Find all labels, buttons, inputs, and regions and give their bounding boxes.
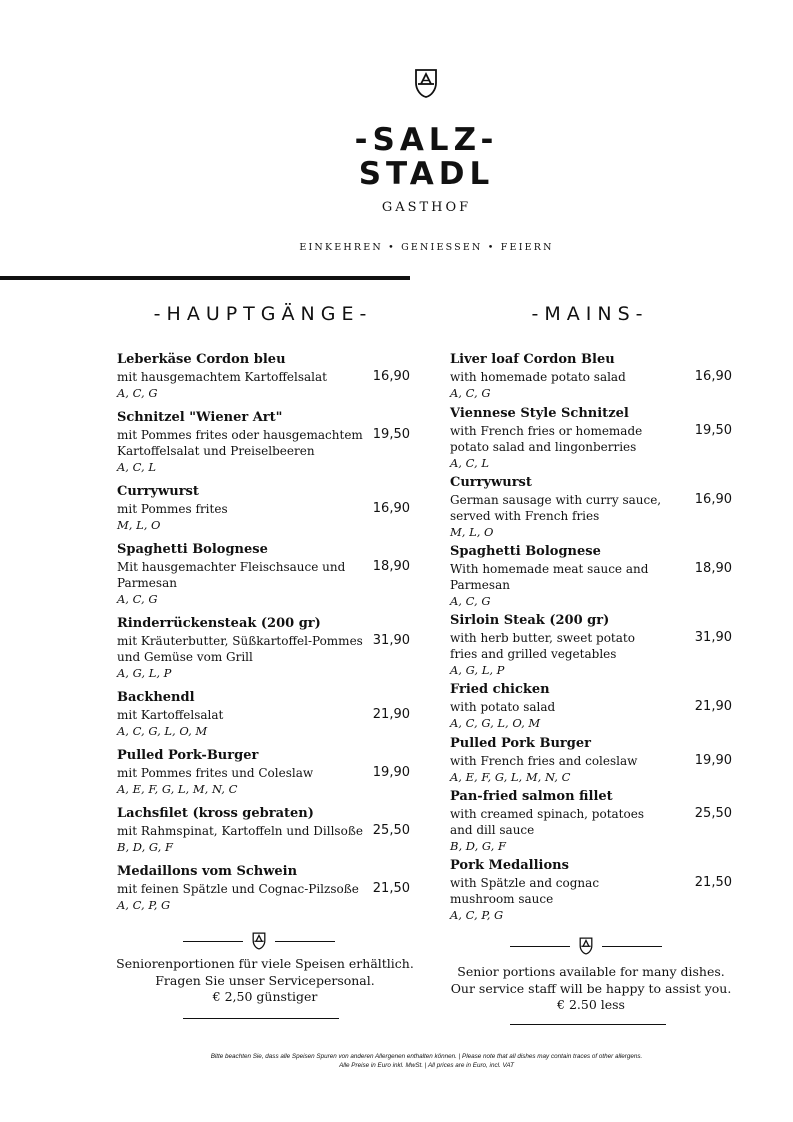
dish-price: 18,90 bbox=[372, 559, 410, 574]
note-line: Senior portions available for many dishes. bbox=[457, 964, 725, 979]
menu-item bbox=[450, 857, 732, 926]
dish-price: 16,90 bbox=[372, 369, 410, 384]
dish-price: 19,50 bbox=[372, 427, 410, 442]
dish-allergens: A, C, G, L, O, M bbox=[117, 724, 208, 738]
dish-allergens: A, G, L, P bbox=[117, 666, 172, 680]
dish-price: 21,50 bbox=[372, 881, 410, 896]
dish-name: Rinderrückensteak (200 gr) bbox=[117, 616, 321, 631]
dish-allergens: A, G, L, P bbox=[450, 663, 505, 677]
dish-description: with French fries or homemade potato salad and lingonberries bbox=[450, 424, 643, 454]
brand-tagline: EINKEHREN • GENIESSEN • FEIERN bbox=[299, 242, 554, 253]
dish-description: German sausage with curry sauce, served with French fries bbox=[450, 493, 662, 523]
dish-price: 18,90 bbox=[694, 561, 732, 576]
dish-allergens: A, C, G bbox=[450, 386, 491, 400]
dish-description: with herb butter, sweet potato fries and grilled vegetables bbox=[450, 631, 635, 661]
dish-allergens: A, C, P, G bbox=[117, 898, 171, 912]
dish-name: Backhendl bbox=[117, 690, 195, 705]
dish-price: 16,90 bbox=[694, 492, 732, 507]
dish-price: 19,50 bbox=[694, 423, 732, 438]
dish-description: mit Pommes frites bbox=[117, 502, 228, 516]
dish-name: Leberkäse Cordon bleu bbox=[117, 352, 286, 367]
english-note-rule bbox=[510, 1024, 666, 1025]
dish-description: With homemade meat sauce and Parmesan bbox=[450, 562, 649, 592]
dish-name: Sirloin Steak (200 gr) bbox=[450, 613, 610, 628]
dish-description: with Spätzle and cognac mushroom sauce bbox=[450, 876, 600, 906]
note-line: € 2.50 less bbox=[557, 997, 625, 1012]
dish-allergens: A, C, G bbox=[117, 592, 158, 606]
menu-item bbox=[117, 863, 410, 921]
dish-price: 25,50 bbox=[694, 806, 732, 821]
dish-allergens: M, L, O bbox=[117, 518, 161, 532]
dish-allergens: A, C, L bbox=[450, 456, 489, 470]
dish-allergens: A, C, P, G bbox=[450, 908, 504, 922]
menu-item bbox=[450, 681, 732, 735]
menu-item bbox=[450, 788, 732, 857]
menu-item bbox=[117, 747, 410, 805]
dish-description: mit Pommes frites oder hausgemachtem Kartoffelsalat und Preiselbeeren bbox=[117, 428, 363, 458]
dish-allergens: B, D, G, F bbox=[117, 840, 173, 854]
allergen-disclaimer: Bitte beachten Sie, dass alle Speisen Spuren von anderen Allergenen enthalten können. | Please note that all dishes may contain traces of other allergens. bbox=[210, 1053, 643, 1060]
dish-price: 19,90 bbox=[372, 765, 410, 780]
salzstadl-logo-icon bbox=[579, 937, 593, 955]
english-menu bbox=[450, 351, 732, 926]
menu-item bbox=[450, 474, 732, 543]
dish-name: Liver loaf Cordon Bleu bbox=[450, 352, 615, 367]
dish-name: Medaillons vom Schwein bbox=[117, 864, 298, 879]
dish-price: 16,90 bbox=[694, 369, 732, 384]
dish-allergens: A, C, G bbox=[117, 386, 158, 400]
menu-item bbox=[450, 612, 732, 681]
menu-item bbox=[117, 409, 410, 483]
dish-allergens: A, E, F, G, L, M, N, C bbox=[450, 770, 571, 784]
dish-description: mit Kräuterbutter, Süßkartoffel-Pommes und Gemüse vom Grill bbox=[117, 634, 363, 664]
dish-description: mit Pommes frites und Coleslaw bbox=[117, 766, 314, 780]
german-note-divider bbox=[183, 932, 335, 950]
dish-price: 19,90 bbox=[694, 753, 732, 768]
dish-description: with creamed spinach, potatoes and dill sauce bbox=[450, 807, 644, 837]
dish-name: Currywurst bbox=[450, 475, 532, 490]
dish-name: Viennese Style Schnitzel bbox=[450, 406, 629, 421]
brand-name-line-1: -SALZ- bbox=[354, 122, 499, 158]
dish-name: Fried chicken bbox=[450, 682, 550, 697]
dish-allergens: A, C, L bbox=[117, 460, 156, 474]
english-senior-note bbox=[440, 964, 742, 1014]
german-senior-note bbox=[112, 956, 418, 1006]
menu-item bbox=[117, 805, 410, 863]
german-menu bbox=[117, 351, 410, 921]
note-line: Fragen Sie unser Servicepersonal. bbox=[155, 972, 375, 988]
dish-price: 21,90 bbox=[694, 699, 732, 714]
german-section-title: -HAUPTGÄNGE- bbox=[153, 303, 373, 325]
menu-item bbox=[450, 351, 732, 405]
note-line: Our service staff will be happy to assist you. bbox=[450, 980, 732, 996]
menu-item bbox=[117, 615, 410, 689]
menu-item bbox=[117, 351, 410, 409]
dish-name: Schnitzel "Wiener Art" bbox=[117, 410, 283, 425]
dish-allergens: A, E, F, G, L, M, N, C bbox=[117, 782, 238, 796]
menu-item bbox=[450, 735, 732, 788]
dish-name: Pork Medallions bbox=[450, 858, 569, 873]
dish-allergens: A, C, G, L, O, M bbox=[450, 716, 541, 730]
english-section-title: -MAINS- bbox=[531, 303, 649, 325]
dish-price: 31,90 bbox=[372, 633, 410, 648]
menu-item bbox=[450, 405, 732, 474]
brand-name-line-2: STADL bbox=[358, 156, 495, 192]
dish-description: with potato salad bbox=[450, 700, 556, 714]
menu-item bbox=[450, 543, 732, 612]
english-note-divider bbox=[510, 937, 662, 955]
dish-allergens: A, C, G bbox=[450, 594, 491, 608]
salzstadl-logo-icon bbox=[252, 932, 266, 950]
dish-description: Mit hausgemachter Fleischsauce und Parmesan bbox=[117, 560, 346, 590]
dish-allergens: M, L, O bbox=[450, 525, 494, 539]
brand-subtitle: GASTHOF bbox=[381, 200, 472, 215]
dish-name: Spaghetti Bolognese bbox=[450, 544, 601, 559]
dish-name: Pulled Pork-Burger bbox=[117, 748, 259, 763]
dish-description: mit Kartoffelsalat bbox=[117, 708, 224, 722]
menu-item bbox=[117, 483, 410, 541]
note-line: € 2,50 günstiger bbox=[212, 989, 318, 1004]
dish-name: Pulled Pork Burger bbox=[450, 736, 591, 751]
note-line: Seniorenportionen für viele Speisen erhältlich. bbox=[116, 956, 414, 971]
menu-item bbox=[117, 689, 410, 747]
dish-price: 25,50 bbox=[372, 823, 410, 838]
dish-price: 31,90 bbox=[694, 630, 732, 645]
german-note-rule bbox=[183, 1018, 339, 1019]
dish-name: Pan-fried salmon fillet bbox=[450, 789, 613, 804]
dish-allergens: B, D, G, F bbox=[450, 839, 506, 853]
dish-price: 21,90 bbox=[372, 707, 410, 722]
dish-name: Lachsfilet (kross gebraten) bbox=[117, 806, 314, 821]
dish-price: 16,90 bbox=[372, 501, 410, 516]
header-rule bbox=[0, 276, 410, 280]
menu-item bbox=[117, 541, 410, 615]
dish-description: with French fries and coleslaw bbox=[450, 754, 638, 768]
dish-description: mit Rahmspinat, Kartoffeln und Dillsoße bbox=[117, 824, 363, 838]
salzstadl-logo-icon bbox=[414, 68, 438, 99]
dish-description: mit hausgemachtem Kartoffelsalat bbox=[117, 370, 327, 384]
dish-name: Currywurst bbox=[117, 484, 199, 499]
dish-price: 21,50 bbox=[694, 875, 732, 890]
dish-name: Spaghetti Bolognese bbox=[117, 542, 268, 557]
dish-description: mit feinen Spätzle und Cognac-Pilzsoße bbox=[117, 882, 359, 896]
price-disclaimer: Alle Preise in Euro inkl. MwSt. | All prices are in Euro, incl. VAT bbox=[339, 1062, 514, 1069]
dish-description: with homemade potato salad bbox=[450, 370, 626, 384]
